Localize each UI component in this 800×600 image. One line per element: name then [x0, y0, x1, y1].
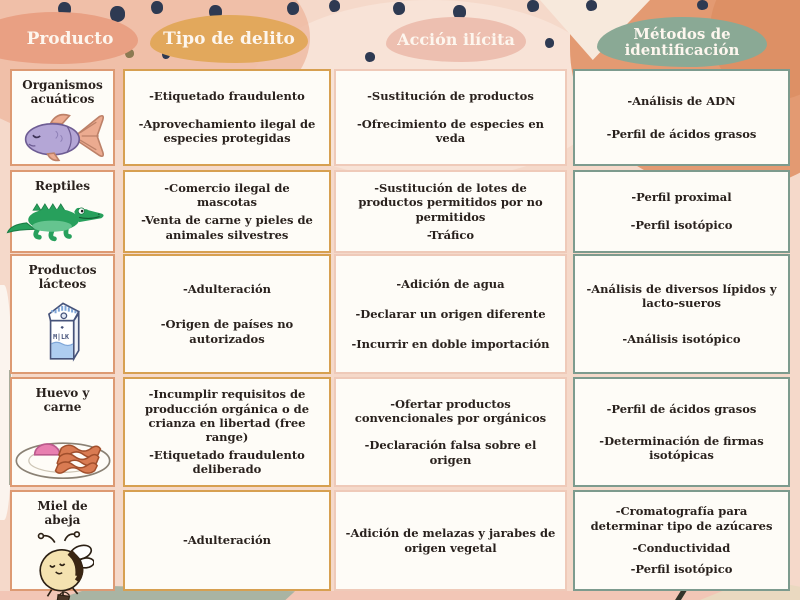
product-name: Productos lácteos [28, 263, 97, 292]
delito-item: -Venta de carne y pieles de animales silvestres [141, 213, 313, 242]
metodo-item: -Perfil de ácidos grasos [606, 401, 757, 416]
column-header-metodos-identificacion: Métodos de identificación [624, 24, 740, 59]
egg-bacon-plate-icon [13, 428, 113, 480]
delito-item: -Etiquetado fraudulento deliberado [149, 448, 305, 477]
delito-item: -Adulteración [182, 281, 271, 296]
metodo-item: -Análisis isotópico [622, 331, 741, 346]
accion-cell-row3 [334, 254, 567, 374]
metodo-item: -Perfil isotópico [630, 562, 733, 577]
metodo-item: -Análisis de diversos lípidos y lacto-sueros [586, 281, 777, 311]
accion-cell-row2 [334, 170, 567, 253]
metodos-cell-row1 [573, 69, 790, 166]
accion-item: -Adición de melazas y jarabes de origen vegetal [345, 526, 556, 555]
product-cell-reptiles [10, 170, 115, 253]
accion-item: -Ofrecimiento de especies en veda [356, 116, 545, 146]
delito-cell-row1 [123, 69, 331, 166]
metodos-cell-row2 [573, 170, 790, 253]
delito-cell-row5 [123, 490, 331, 591]
accion-item: -Sustitución de productos [367, 89, 534, 104]
accion-cell-row1 [334, 69, 567, 166]
metodo-item: -Conductividad [632, 540, 731, 555]
accion-item: -Declaración falsa sobre el origen [364, 438, 537, 467]
fish-icon [17, 110, 109, 162]
accion-cell-row5 [334, 490, 567, 591]
product-cell-huevo-y-carne [10, 377, 115, 487]
accion-item: -Ofertar productos convencionales por orgánicos [354, 396, 547, 426]
metodo-item: -Perfil proximal [631, 190, 732, 205]
column-header-producto: Producto [26, 28, 114, 49]
accion-item: -Adición de agua [396, 276, 505, 291]
accion-item: -Tráfico [426, 227, 475, 242]
metodo-item: -Determinación de firmas isotópicas [599, 433, 764, 462]
delito-item: -Etiquetado fraudulento [149, 89, 305, 104]
column-header-tipo-de-delito: Tipo de delito [163, 28, 295, 49]
metodo-item: -Cromatografía para determinar tipo de azúcares [590, 504, 773, 533]
metodo-item: -Análisis de ADN [627, 94, 736, 109]
bee-icon [32, 531, 94, 600]
metodos-cell-row3 [573, 254, 790, 374]
product-name: Reptiles [34, 179, 91, 193]
product-cell-miel-de-abeja [10, 490, 115, 591]
delito-cell-row3 [123, 254, 331, 374]
delito-item: -Adulteración [182, 533, 271, 548]
delito-item: -Aprovechamiento ilegal de especies protegidas [138, 116, 316, 146]
delito-cell-row2 [123, 170, 331, 253]
product-name: Organismos acuáticos [22, 78, 103, 107]
milk-carton-icon [39, 295, 87, 363]
accion-item: -Incurrir en doble importación [351, 336, 550, 351]
delito-cell-row4 [123, 377, 331, 487]
metodos-cell-row4 [573, 377, 790, 487]
accion-cell-row4 [334, 377, 567, 487]
svg-text:M|LK: M|LK [52, 332, 69, 341]
product-cell-productos-lacteos [10, 254, 115, 374]
product-cell-organismos-acuaticos [10, 69, 115, 166]
metodo-item: -Perfil de ácidos grasos [606, 126, 757, 141]
delito-item: -Origen de países no autorizados [160, 317, 294, 346]
metodo-item: -Perfil isotópico [630, 218, 733, 233]
column-header-accion-ilicita: Acción ilícita [397, 29, 515, 49]
product-name: Miel de abeja [37, 499, 88, 528]
delito-item: -Incumplir requisitos de producción orgánica o de crianza en libertad (free range) [144, 387, 310, 445]
metodos-cell-row5 [573, 490, 790, 591]
delito-item: -Comercio ilegal de mascotas [164, 180, 290, 210]
accion-item: -Sustitución de lotes de productos permitidos por no permitidos [358, 180, 543, 224]
accion-item: -Declarar un origen diferente [355, 306, 546, 321]
crocodile-icon [0, 196, 112, 242]
product-name: Huevo y carne [35, 386, 90, 415]
